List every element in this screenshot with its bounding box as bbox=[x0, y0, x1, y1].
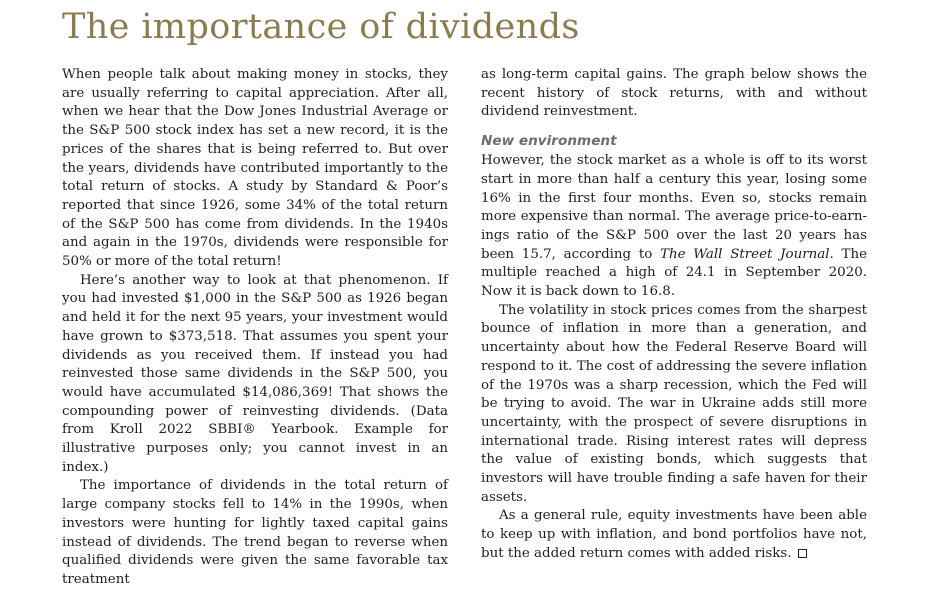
market-text-part1: However, the stock market as a whole is off to its worst start in more than half a century this year, losing some 16% in the first four months. Even so, stocks remain more expensive than normal. The average price-to-earnings ratio of the S&P 500 over the last 20 years has been 15.7, according to bbox=[481, 153, 867, 262]
end-of-article-icon bbox=[798, 549, 807, 558]
citation-wsj: The Wall Street Journal bbox=[660, 246, 830, 262]
paragraph-1990s-trend: The importance of dividends in the total return of large company stocks fell to 14% in the 1990s, when investors were hunting for lightly taxed capital gains instead of dividends. The trend began to reverse when qualified dividends were given the same favorable tax treatment bbox=[62, 478, 448, 587]
paragraph-market-start bbox=[481, 152, 867, 302]
paragraph-intro: When people talk about making money in stocks, they are usually referring to capital appreciation. After all, when we hear that the Dow Jones Industrial Average or the S&P 500 stock index has set a new record, it is the prices of the shares that is being referred to. But over the years, dividends have contributed importantly to the total return of stocks. A study by Standard & Poor’s reported that since 1926, some 34% of the total return of the S&P 500 has come from dividends. In the 1940s and again in the 1970s, dividends were responsible for 50% or more of the total return! bbox=[62, 67, 448, 270]
right-column bbox=[481, 66, 867, 564]
paragraph-general-rule bbox=[481, 507, 867, 563]
left-column bbox=[62, 66, 448, 590]
general-rule-text: As a general rule, equity investments have been able to keep up with inflation, and bond portfolios have not, but the added return comes with added risks. bbox=[481, 508, 867, 561]
market-text-part2: . The multiple reached a high of 24.1 in September 2020. Now it is back down to 16.8. bbox=[481, 246, 867, 300]
paragraph-continued: as long-term capital gains. The graph below shows the recent history of stock returns, with and without dividend reinvestment. bbox=[481, 67, 867, 120]
subheading-new-environment: New environment bbox=[481, 133, 617, 150]
paragraph-investment-example: Here’s another way to look at that phenomenon. If you had invested $1,000 in the S&P 500 as 1926 began and held it for the next 95 years, your investment would have grown to $373,518. That assumes you spent your dividends as you received them. If instead you had reinvested those same dividends in the S&P 500, you would have accumulated $14,086,369! That shows the compounding power of reinvesting dividends. (Data from Kroll 2022 SBBI® Yearbook. Example for illustrative purposes only; you cannot invest in an index.) bbox=[62, 272, 448, 475]
article-title: The importance of dividends bbox=[62, 7, 580, 47]
paragraph-volatility: The volatility in stock prices comes from the sharpest bounce of inflation in more than a generation, and uncertainty about how the Federal Reserve Board will respond to it. The cost of addressing the severe inflation of the 1970s was a sharp recession, which the Fed will be trying to avoid. The war in Ukraine adds still more uncertainty, with the prospect of severe disruptions in international trade. Rising interest rates will depress the value of existing bonds, which suggests that investors will have trouble finding a safe haven for their assets. bbox=[481, 302, 867, 505]
